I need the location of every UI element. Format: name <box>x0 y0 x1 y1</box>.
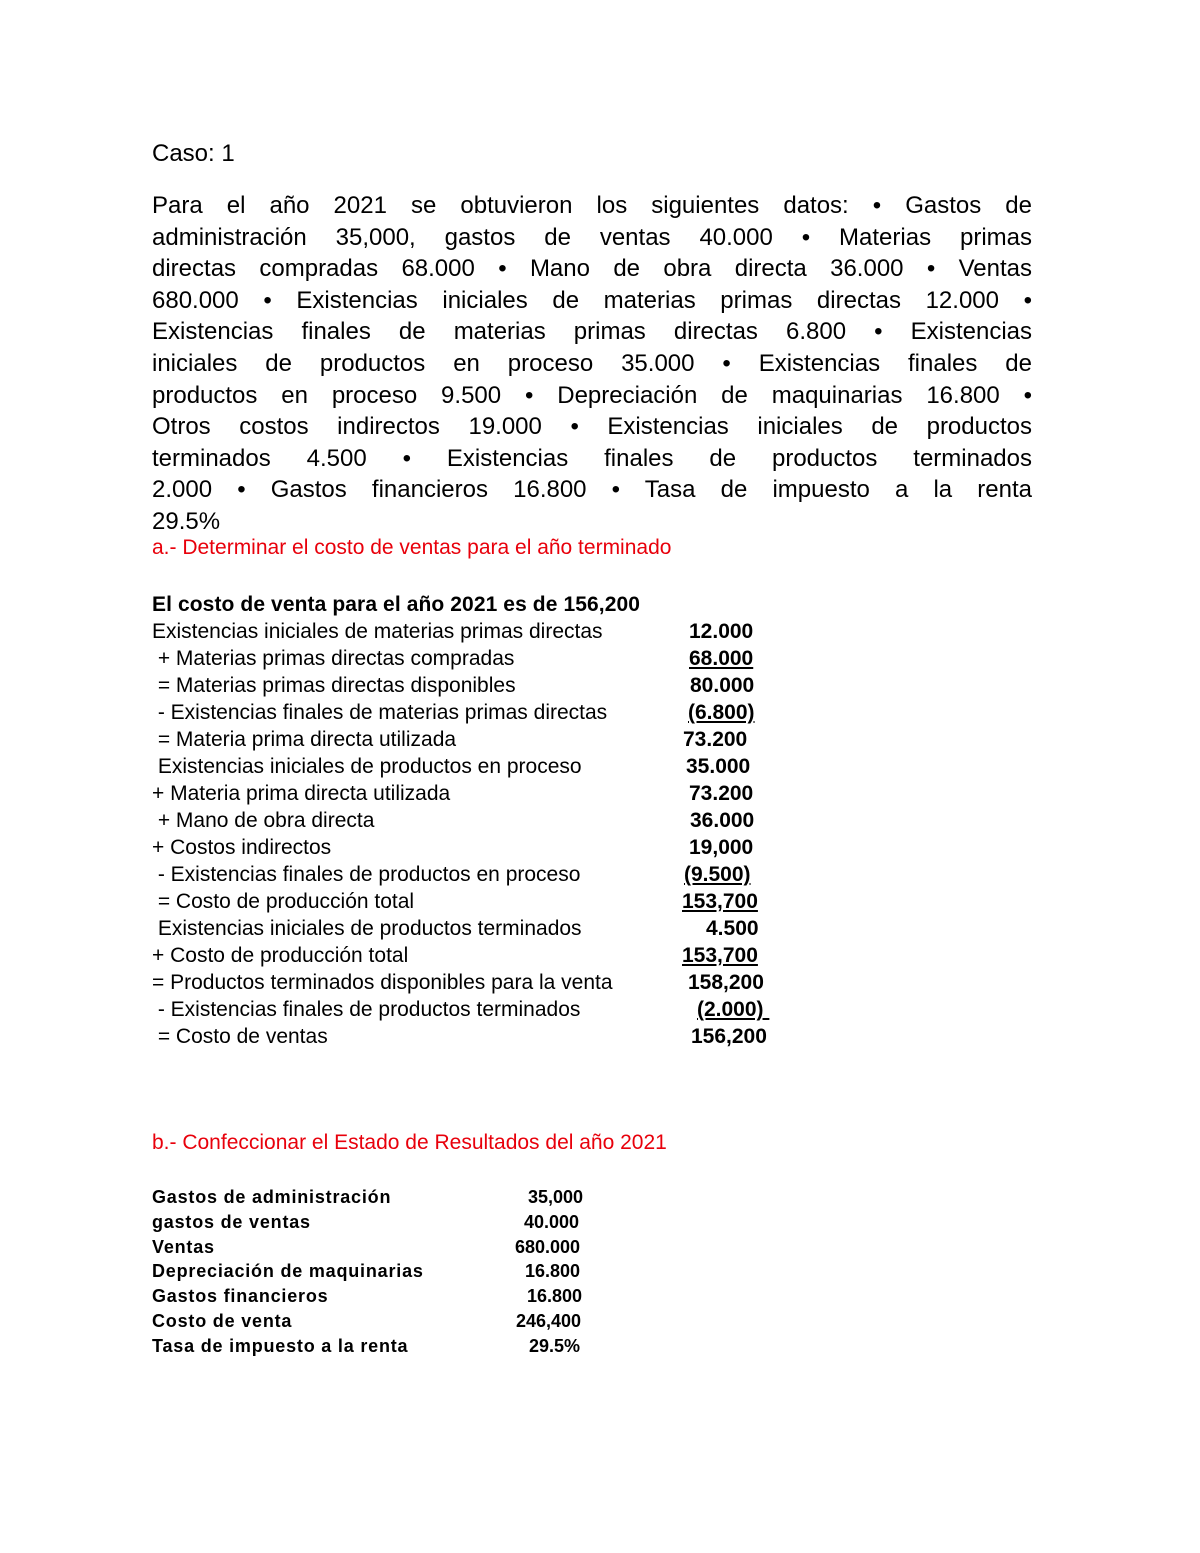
cost-value: 12.000 <box>689 620 754 643</box>
income-label: Ventas <box>152 1236 215 1257</box>
cost-row <box>152 726 748 753</box>
intro-line: directas compradas 68.000 • Mano de obra directa 36.000 • Ventas <box>152 255 1032 283</box>
cost-value: 153,700 <box>682 944 758 967</box>
cost-row <box>152 753 751 780</box>
cost-label: Existencias iniciales de productos en proceso <box>152 755 582 778</box>
cost-label: = Costo de producción total <box>152 890 415 913</box>
intro-line: 680.000 • Existencias iniciales de materias primas directas 12.000 • <box>152 286 1032 314</box>
cost-row <box>152 672 755 699</box>
income-value: 35,000 <box>528 1187 584 1207</box>
cost-label: + Materia prima directa utilizada <box>152 782 451 805</box>
intro-line: administración 35,000, gastos de ventas 40.000 • Materias primas <box>152 223 1032 251</box>
cost-label: - Existencias finales de materias primas directas <box>152 701 608 724</box>
income-value: 29.5% <box>529 1335 581 1356</box>
income-label: Gastos financieros <box>152 1286 329 1307</box>
cost-row <box>152 942 758 969</box>
income-value: 16.800 <box>527 1286 583 1307</box>
cost-label: - Existencias finales de productos terminados <box>152 998 581 1021</box>
cost-value: 80.000 <box>690 674 755 697</box>
cost-value: 153,700 <box>682 890 758 913</box>
cost-row <box>152 780 754 807</box>
cost-label: Existencias iniciales de materias primas directas <box>152 620 603 643</box>
cost-row <box>152 645 754 672</box>
cost-label: Existencias iniciales de productos terminados <box>152 917 582 940</box>
cost-label: = Materia prima directa utilizada <box>152 728 457 751</box>
intro-line: Existencias finales de materias primas directas 6.800 • Existencias <box>152 318 1032 346</box>
intro-line: Para el año 2021 se obtuvieron los siguientes datos: • Gastos de <box>152 192 1032 219</box>
cost-row <box>152 915 759 942</box>
income-value: 246,400 <box>516 1310 582 1331</box>
income-label: Gastos de administración <box>152 1187 392 1207</box>
cost-row <box>152 618 754 645</box>
cost-value: (9.500) <box>684 863 751 886</box>
cost-label: - Existencias finales de productos en proceso <box>152 863 581 886</box>
cost-of-sales-table <box>152 591 770 1050</box>
intro-line: terminados 4.500 • Existencias finales de productos terminados <box>152 444 1032 472</box>
cost-value: 68.000 <box>689 647 754 670</box>
cost-row <box>152 969 764 996</box>
cost-value: (6.800) <box>688 701 755 724</box>
income-value: 16.800 <box>525 1261 581 1282</box>
cost-value: (2.000) <box>697 998 770 1021</box>
cost-row <box>152 807 755 834</box>
cost-label: + Mano de obra directa <box>152 809 375 832</box>
case-title: Caso: 1 <box>152 140 235 167</box>
income-label: Depreciación de maquinarias <box>152 1261 424 1282</box>
cost-label: = Materias primas directas disponibles <box>152 674 516 697</box>
cost-value: 35.000 <box>686 755 751 778</box>
cost-label: + Materias primas directas compradas <box>152 647 515 670</box>
cost-label: + Costo de producción total <box>152 944 409 967</box>
cost-row <box>152 834 754 861</box>
intro-line: 2.000 • Gastos financieros 16.800 • Tasa de impuesto a la renta <box>152 476 1032 504</box>
cost-row <box>152 699 755 726</box>
cost-label: = Productos terminados disponibles para la venta <box>152 971 613 994</box>
income-label: gastos de ventas <box>152 1211 311 1232</box>
question-b: b.- Confeccionar el Estado de Resultados del año 2021 <box>152 1131 667 1154</box>
cost-row <box>152 888 758 915</box>
cost-row <box>152 996 770 1023</box>
cost-label: + Costos indirectos <box>152 836 332 859</box>
intro-paragraph <box>152 190 1032 538</box>
question-a: a.- Determinar el costo de ventas para el año terminado <box>152 536 672 559</box>
intro-line: iniciales de productos en proceso 35.000 • Existencias finales de <box>152 349 1032 377</box>
cost-value: 156,200 <box>691 1025 767 1048</box>
income-label: Costo de venta <box>152 1310 293 1331</box>
cost-row <box>152 861 751 888</box>
intro-line: Otros costos indirectos 19.000 • Existencias iniciales de productos <box>152 413 1032 441</box>
cost-value: 73.200 <box>683 728 748 751</box>
income-label: Tasa de impuesto a la renta <box>152 1335 409 1356</box>
cost-value: 4.500 <box>706 917 759 940</box>
cost-value: 36.000 <box>690 809 755 832</box>
cost-value: 73.200 <box>689 782 754 805</box>
cost-row <box>152 1023 767 1050</box>
income-value: 40.000 <box>524 1211 580 1232</box>
cost-value: 19,000 <box>689 836 754 859</box>
income-value: 680.000 <box>515 1236 581 1257</box>
cost-value: 158,200 <box>688 971 764 994</box>
cost-label: = Costo de ventas <box>152 1025 328 1048</box>
intro-line: 29.5% <box>152 507 221 535</box>
intro-line: productos en proceso 9.500 • Depreciación de maquinarias 16.800 • <box>152 381 1032 409</box>
cost-heading: El costo de venta para el año 2021 es de 156,200 <box>152 593 641 616</box>
